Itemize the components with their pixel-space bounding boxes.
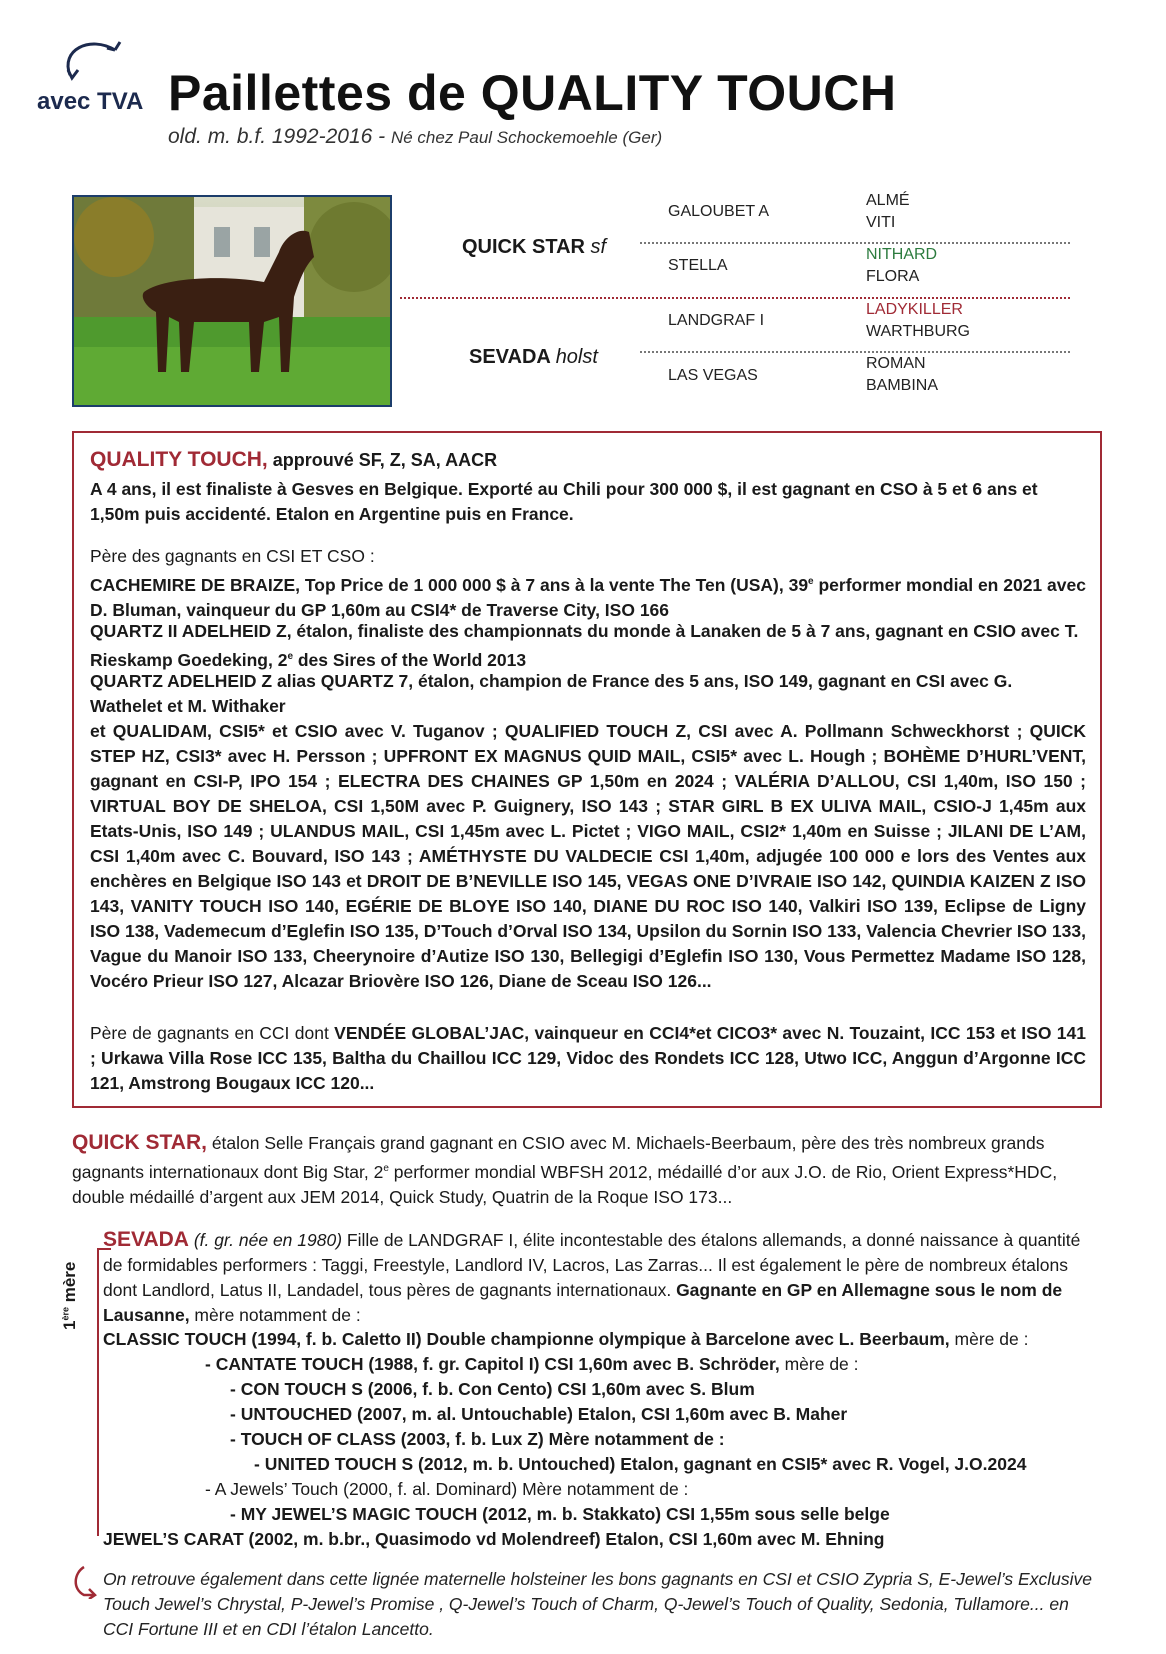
progeny-line-9: JEWEL’S CARAT (2002, m. b.br., Quasimodo vd Molendreef) Etalon, CSI 1,60m avec M. Ehning (103, 1529, 885, 1549)
ggs-4: ROMAN (866, 355, 926, 372)
progeny-line-6: - UNITED TOUCH S (2012, m. b. Untouched) Etalon, gagnant en CSI5* avec R. Vogel, J.O.2024 (254, 1454, 1027, 1474)
csi-heading: Père des gagnants en CSI ET CSO : (90, 546, 375, 566)
divider (640, 351, 1070, 353)
ggs-1: ALMÉ (866, 192, 910, 209)
box-cci: Père de gagnants en CCI dont VENDÉE GLOBAL’JAC, vainqueur en CCI4*et CICO3* avec N. Touzaint, ICC 153 et ISO 141 ; Urkawa Villa Rose ICC 135, Baltha du Chaillou ICC 129, Vidoc des Rondets ICC 128, Utwo ICC, Anggun d’Argonne ICC 121, Amstrong Bougaux ICC 120... (90, 1023, 1086, 1093)
divider-red (400, 297, 1070, 299)
divider (640, 242, 1070, 244)
box-heading: QUALITY TOUCH, approuvé SF, Z, SA, AACR (90, 448, 498, 471)
progeny-line-7: - A Jewels’ Touch (2000, f. al. Dominard) Mère notamment de : (205, 1479, 689, 1499)
sire-name: QUICK STAR sf (462, 236, 607, 258)
first-dam-label: 1ère mère (60, 1261, 79, 1330)
ggd-1: VITI (866, 214, 896, 231)
ggs-2: NITHARD (866, 246, 938, 263)
box-paragraph-2: QUARTZ II ADELHEID Z, étalon, finaliste des championnats du monde à Lanaken de 5 à 7 ans, gagnant en CSIO avec T. Rieskamp Goedeking, 2e des Sires of the World 2013 (90, 621, 1079, 670)
horse-photo (72, 195, 392, 407)
ggd-4: BAMBINA (866, 377, 939, 394)
mere-bracket (97, 1248, 99, 1536)
progeny-line-8: - MY JEWEL’S MAGIC TOUCH (2012, m. b. Stakkato) CSI 1,55m sous selle belge (230, 1504, 890, 1524)
box-paragraph-3: QUARTZ ADELHEID Z alias QUARTZ 7, étalon, champion de France des 5 ans, ISO 149, gagnant en CSI avec G. Wathelet et M. Withaker (90, 671, 1013, 716)
page-subtitle: old. m. b.f. 1992-2016 - Né chez Paul Schockemoehle (Ger) (168, 125, 663, 148)
dam-name: SEVADA holst (469, 346, 598, 368)
granddam-1: STELLA (668, 257, 728, 274)
box-intro: A 4 ans, il est finaliste à Gesves en Belgique. Exporté au Chili pour 300 000 $, il est gagnant en CSO à 5 et 6 ans et 1,50m puis accidenté. Etalon en Argentine puis en France. (90, 479, 1038, 524)
progeny-line-3: - CON TOUCH S (2006, f. b. Con Cento) CSI 1,60m avec S. Blum (230, 1379, 755, 1399)
progeny-line-2: - CANTATE TOUCH (1988, f. gr. Capitol I) CSI 1,60m avec B. Schröder, mère de : (205, 1354, 859, 1374)
grandsire-2: LANDGRAF I (668, 312, 765, 329)
page-title: Paillettes de QUALITY TOUCH (168, 65, 897, 121)
curved-arrow-icon (60, 30, 140, 90)
ggs-3: LADYKILLER (866, 301, 963, 318)
ggd-2: FLORA (866, 268, 920, 285)
box-paragraph-1: CACHEMIRE DE BRAIZE, Top Price de 1 000 000 $ à 7 ans à la vente The Ten (USA), 39e performer mondial en 2021 avec D. Bluman, vainqueur du GP 1,60m au CSI4* de Traverse City, ISO 166 (90, 574, 1086, 620)
grandsire-1: GALOUBET A (668, 203, 770, 220)
progeny-line-5: - TOUCH OF CLASS (2003, f. b. Lux Z) Mère notamment de : (230, 1429, 725, 1449)
turn-arrow-icon (70, 1565, 98, 1599)
granddam-2: LAS VEGAS (668, 367, 758, 384)
progeny-line-4: - UNTOUCHED (2007, m. al. Untouchable) Etalon, CSI 1,60m avec B. Maher (230, 1404, 848, 1424)
quickstar-paragraph: QUICK STAR, étalon Selle Français grand gagnant en CSIO avec M. Michaels-Beerbaum, père des très nombreux grands gagnants internationaux dont Big Star, 2e performer mondial WBFSH 2012, médaillé d’or aux J.O. de Rio, Orient Express*HDC, double médaillé d’argent aux JEM 2014, Quick Study, Quatrin de la Roque ISO 173... (72, 1131, 1058, 1207)
ggd-3: WARTHBURG (866, 323, 970, 340)
footer-note: On retrouve également dans cette lignée maternelle holsteiner les bons gagnants en CSI et CSIO Zypria S, E-Jewel’s Exclusive Touch Jewel’s Chrystal, P-Jewel’s Promise , Q-Jewel’s Touch of Charm, Q-Jewel’s Touch of Quality, Sedonia, Tullamore... en CCI Fortune III et en CDI l’étalon Lancetto. (103, 1569, 1092, 1639)
progeny-line-1: CLASSIC TOUCH (1994, f. b. Caletto II) Double championne olympique à Barcelone avec L. Beerbaum, mère de : (103, 1329, 1029, 1349)
tva-label: avec TVA (37, 88, 144, 115)
sevada-paragraph: SEVADA (f. gr. née en 1980) Fille de LANDGRAF I, élite incontestable des étalons allemands, a donné naissance à quantité de formidables performers : Taggi, Freestyle, Landlord IV, Lacros, Las Zarras... Il est également le père de nombreux étalons dont Landlord, Latus II, Landadel, tous pères de gagnants internationaux. Gagnante en GP en Allemagne sous le nom de Lausanne, mère notamment de : (103, 1228, 1081, 1325)
box-paragraph-4: et QUALIDAM, CSI5* et CSIO avec V. Tuganov ; QUALIFIED TOUCH Z, CSI avec A. Pollmann Schweckhorst ; QUICK STEP HZ, CSI3* avec H. Persson ; UPFRONT EX MAGNUS QUID MAIL, CSI5* avec L. Hough ; BOHÈME D’HURL’VENT, gagnant en CSI-P, IPO 154 ; ELECTRA DES CHAINES GP 1,50m en 2024 ; VALÉRIA D’ALLOU, CSI 1,40m, ISO 150 ; VIRTUAL BOY DE SHELOA, CSI 1,50M avec P. Guignery, ISO 143 ; STAR GIRL B EX ULIVA MAIL, CSIO-J 1,45m aux Etats-Unis, ISO 149 ; ULANDUS MAIL, CSI 1,45m avec L. Pictet ; VIGO MAIL, CSI2* 1,40m en Suisse ; JILANI DE L’AM, CSI 1,40m avec C. Bouvard, ISO 143 ; AMÉTHYSTE DU VALDECIE CSI 1,40m, adjugée 100 000 e lors des Ventes aux enchères en Belgique ISO 143 et DROIT DE B’NEVILLE ISO 145, VEGAS ONE D’IVRAIE ISO 142, QUINDIA KAIZEN Z ISO 143, VANITY TOUCH ISO 140, EGÉRIE DE BLOYE ISO 140, DIANE DU ROC ISO 140, Valkiri ISO 139, Eclipse de Ligny ISO 138, Vademecum d’Eglefin ISO 135, D’Touch d’Orval ISO 134, Upsilon du Sornin ISO 133, Valencia Chevrier ISO 133, Vague du Manoir ISO 133, Cheerynoire d’Autize ISO 130, Bellegigi d’Eglefin ISO 130, Vous Permettez Madame ISO 128, Vocéro Prieur ISO 127, Alcazar Briovère ISO 126, Diane de Sceau ISO 126... (90, 721, 1086, 991)
